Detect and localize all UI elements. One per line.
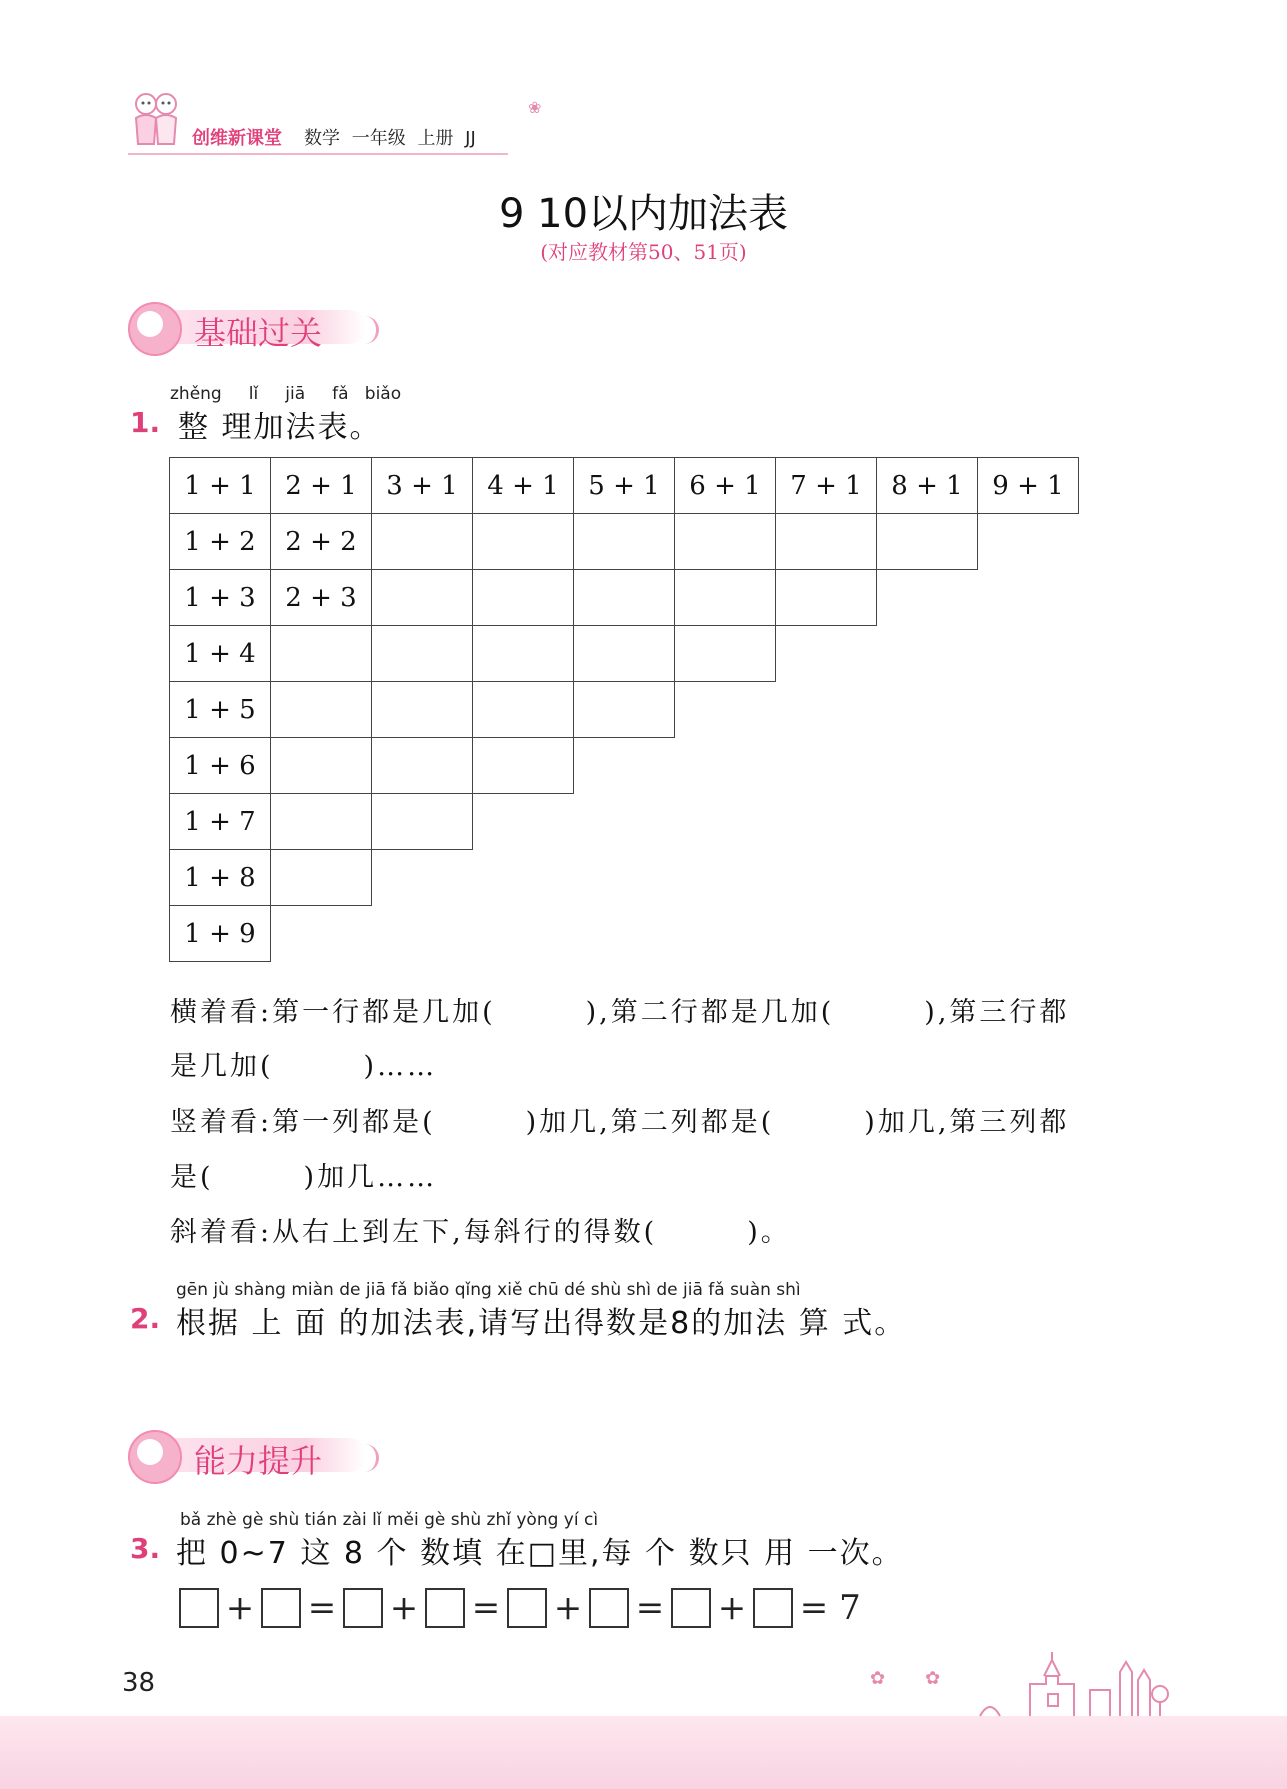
answer-box[interactable]	[753, 1588, 793, 1628]
empty-answer-cell[interactable]	[372, 738, 473, 794]
blank-space	[877, 682, 978, 738]
question-number: 3.	[130, 1532, 161, 1565]
table-cell: 1 + 1	[170, 458, 271, 514]
pinyin-syllable: zhěng	[170, 384, 222, 404]
page-number: 38	[122, 1668, 156, 1698]
blank-space	[675, 738, 776, 794]
table-row	[170, 626, 1079, 682]
question-text: 整 理加法表。	[178, 410, 382, 445]
question-text: 根据 上 面 的加法表,请写出得数是8的加法 算 式。	[176, 1306, 907, 1341]
section-title: 能力提升	[194, 1442, 323, 1480]
empty-answer-cell[interactable]	[675, 514, 776, 570]
table-row	[170, 570, 1079, 626]
blank-space	[776, 906, 877, 962]
q2-pinyin: gēn jù shàng miàn de jiā fǎ biǎo qǐng xiě chū dé shù shì de jiā fǎ suàn shì	[176, 1280, 801, 1300]
operator: +	[389, 1588, 419, 1628]
fill-in-line: 是几加( )……	[170, 1051, 438, 1082]
table-cell: 2 + 2	[271, 514, 372, 570]
table-cell: 2 + 3	[271, 570, 372, 626]
fill-in-line: 横着看:第一行都是几加( ),第二行都是几加( ),第三行都	[170, 997, 1070, 1028]
castle-decoration-icon	[960, 1650, 1170, 1720]
empty-answer-cell[interactable]	[473, 626, 574, 682]
answer-box[interactable]	[671, 1588, 711, 1628]
table-cell: 2 + 1	[271, 458, 372, 514]
pinyin-syllable: fǎ	[332, 384, 349, 404]
empty-answer-cell[interactable]	[776, 514, 877, 570]
blank-space	[473, 850, 574, 906]
empty-answer-cell[interactable]	[877, 514, 978, 570]
banner-ribbon-tail	[350, 316, 379, 344]
children-mascot-icon	[128, 88, 184, 154]
addition-table	[169, 457, 1079, 962]
book-info: 数学 一年级 上册 JJ	[304, 128, 476, 149]
banner-ribbon-tail	[350, 1444, 379, 1472]
operator: =	[799, 1588, 829, 1628]
blank-space	[675, 794, 776, 850]
empty-answer-cell[interactable]	[271, 794, 372, 850]
flower-decoration-icon: ✿ ✿	[870, 1668, 941, 1689]
empty-answer-cell[interactable]	[372, 514, 473, 570]
table-cell: 7 + 1	[776, 458, 877, 514]
blank-space	[978, 626, 1079, 682]
question-text: 把 0~7 这 8 个 数填 在□里,每 个 数只 用 一次。	[176, 1536, 904, 1571]
blank-space	[877, 794, 978, 850]
empty-answer-cell[interactable]	[473, 738, 574, 794]
blank-space	[372, 850, 473, 906]
empty-answer-cell[interactable]	[271, 682, 372, 738]
blank-space	[675, 682, 776, 738]
blank-space	[675, 850, 776, 906]
table-cell: 1 + 7	[170, 794, 271, 850]
empty-answer-cell[interactable]	[574, 626, 675, 682]
pinyin-syllable: lǐ	[248, 384, 259, 404]
answer-box[interactable]	[261, 1588, 301, 1628]
section-banner-advanced	[128, 1426, 378, 1484]
table-cell: 1 + 3	[170, 570, 271, 626]
blank-space	[877, 906, 978, 962]
blank-space	[574, 738, 675, 794]
blank-space	[776, 794, 877, 850]
blank-space	[675, 906, 776, 962]
blank-space	[978, 906, 1079, 962]
table-cell: 6 + 1	[675, 458, 776, 514]
blank-space	[574, 794, 675, 850]
empty-answer-cell[interactable]	[271, 626, 372, 682]
blank-space	[978, 682, 1079, 738]
empty-answer-cell[interactable]	[473, 682, 574, 738]
question-number: 1.	[130, 406, 161, 439]
table-cell: 1 + 5	[170, 682, 271, 738]
table-row	[170, 458, 1079, 514]
empty-answer-cell[interactable]	[473, 570, 574, 626]
blank-space	[978, 850, 1079, 906]
table-cell: 3 + 1	[372, 458, 473, 514]
table-row	[170, 906, 1079, 962]
empty-answer-cell[interactable]	[271, 850, 372, 906]
operator: =	[307, 1588, 337, 1628]
answer-box[interactable]	[179, 1588, 219, 1628]
empty-answer-cell[interactable]	[473, 514, 574, 570]
blank-space	[978, 570, 1079, 626]
fill-in-line: 是( )加几……	[170, 1162, 438, 1193]
lesson-title: 9 10以内加法表	[498, 191, 789, 237]
blank-space	[473, 906, 574, 962]
flower-decoration-icon: ❀	[528, 98, 542, 117]
answer-box[interactable]	[507, 1588, 547, 1628]
blank-space	[776, 682, 877, 738]
textbook-reference: (对应教材第50、51页)	[540, 240, 747, 264]
table-row	[170, 514, 1079, 570]
blank-space	[877, 570, 978, 626]
table-cell: 1 + 6	[170, 738, 271, 794]
empty-answer-cell[interactable]	[372, 682, 473, 738]
operator: +	[553, 1588, 583, 1628]
blank-space	[978, 738, 1079, 794]
blank-space	[776, 626, 877, 682]
table-cell: 5 + 1	[574, 458, 675, 514]
blank-space	[978, 794, 1079, 850]
answer-box[interactable]	[589, 1588, 629, 1628]
operator: +	[717, 1588, 747, 1628]
table-cell: 1 + 9	[170, 906, 271, 962]
table-row	[170, 682, 1079, 738]
operator: +	[225, 1588, 255, 1628]
empty-answer-cell[interactable]	[574, 570, 675, 626]
table-cell: 1 + 2	[170, 514, 271, 570]
table-cell: 4 + 1	[473, 458, 574, 514]
table-cell: 9 + 1	[978, 458, 1079, 514]
table-row	[170, 794, 1079, 850]
empty-answer-cell[interactable]	[675, 626, 776, 682]
number-box-equation	[176, 1586, 868, 1630]
pinyin-syllable: jiā	[285, 384, 306, 404]
fill-in-line: 竖着看:第一列都是( )加几,第二列都是( )加几,第三列都	[170, 1107, 1070, 1138]
brand-name: 创维新课堂	[192, 128, 282, 149]
empty-answer-cell[interactable]	[675, 570, 776, 626]
empty-answer-cell[interactable]	[574, 514, 675, 570]
answer-box[interactable]	[343, 1588, 383, 1628]
fill-in-line: 斜着看:从右上到左下,每斜行的得数( )。	[170, 1217, 791, 1248]
question-number: 2.	[130, 1302, 161, 1335]
blank-space	[372, 906, 473, 962]
table-cell: 1 + 4	[170, 626, 271, 682]
blank-space	[574, 850, 675, 906]
blank-space	[574, 906, 675, 962]
section-title: 基础过关	[194, 314, 323, 352]
equation-result: 7	[839, 1588, 861, 1628]
table-row	[170, 738, 1079, 794]
empty-answer-cell[interactable]	[372, 626, 473, 682]
operator: =	[635, 1588, 665, 1628]
empty-answer-cell[interactable]	[372, 794, 473, 850]
blank-space	[776, 850, 877, 906]
footer-band	[0, 1716, 1287, 1789]
blank-space	[877, 738, 978, 794]
q3-pinyin: bǎ zhè gè shù tián zài lǐ měi gè shù zhǐ yòng yí cì	[180, 1510, 599, 1530]
empty-answer-cell[interactable]	[271, 738, 372, 794]
q1-pinyin	[170, 384, 401, 404]
blank-space	[473, 794, 574, 850]
blank-space	[877, 626, 978, 682]
empty-answer-cell[interactable]	[372, 570, 473, 626]
empty-answer-cell[interactable]	[776, 570, 877, 626]
header-divider	[128, 153, 508, 155]
blank-space	[877, 850, 978, 906]
pinyin-syllable: biǎo	[364, 384, 402, 404]
empty-answer-cell[interactable]	[574, 682, 675, 738]
mascot-badge-icon	[128, 302, 182, 356]
answer-box[interactable]	[425, 1588, 465, 1628]
blank-space	[978, 514, 1079, 570]
table-cell: 1 + 8	[170, 850, 271, 906]
mascot-badge-icon	[128, 1430, 182, 1484]
operator: =	[471, 1588, 501, 1628]
blank-space	[271, 906, 372, 962]
blank-space	[776, 738, 877, 794]
table-cell: 8 + 1	[877, 458, 978, 514]
table-row	[170, 850, 1079, 906]
section-banner-basic	[128, 298, 378, 356]
